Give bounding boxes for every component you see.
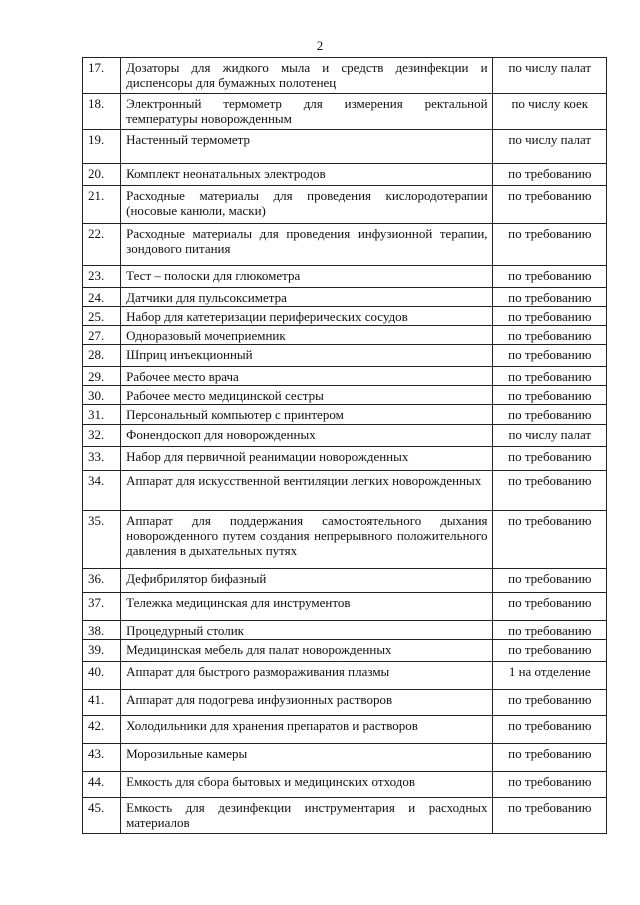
table-row (83, 716, 607, 744)
item-name: Емкость для сбора бытовых и медицинских отходов (121, 772, 492, 798)
table-row (83, 130, 607, 164)
row-number: 18. (83, 94, 121, 130)
row-number: 41. (83, 690, 121, 716)
table-row (83, 386, 607, 405)
table-row (83, 569, 607, 593)
equipment-table (82, 57, 607, 834)
item-quantity: по числу коек (492, 94, 606, 130)
row-number: 30. (83, 386, 121, 405)
row-number: 32. (83, 425, 121, 447)
item-name: Аппарат для искусственной вентиляции легких новорожденных (121, 471, 492, 511)
table-row (83, 186, 607, 224)
item-name: Емкость для дезинфекции инструментария и расходных материалов (121, 798, 492, 834)
table-row (83, 511, 607, 569)
row-number: 31. (83, 405, 121, 425)
row-number: 38. (83, 621, 121, 640)
equipment-table-body (83, 58, 607, 834)
table-row (83, 621, 607, 640)
item-quantity: по требованию (492, 471, 606, 511)
table-row (83, 345, 607, 367)
item-quantity: по требованию (492, 367, 606, 386)
table-row (83, 447, 607, 471)
row-number: 23. (83, 266, 121, 288)
item-quantity: по требованию (492, 326, 606, 345)
item-name: Аппарат для поддержания самостоятельного дыхания новорожденного путем создания непрерывного положительного давления в дыхательных путях (121, 511, 492, 569)
table-row (83, 367, 607, 386)
row-number: 39. (83, 640, 121, 662)
item-name: Морозильные камеры (121, 744, 492, 772)
table-row (83, 798, 607, 834)
item-name: Медицинская мебель для палат новорожденных (121, 640, 492, 662)
table-row (83, 405, 607, 425)
item-name: Тест – полоски для глюкометра (121, 266, 492, 288)
item-quantity: по требованию (492, 640, 606, 662)
table-row (83, 326, 607, 345)
item-quantity: по числу палат (492, 58, 606, 94)
page-number: 2 (316, 38, 324, 53)
table-row (83, 94, 607, 130)
row-number: 25. (83, 307, 121, 326)
item-name: Аппарат для подогрева инфузионных растворов (121, 690, 492, 716)
row-number: 28. (83, 345, 121, 367)
item-quantity: по числу палат (492, 425, 606, 447)
row-number: 37. (83, 593, 121, 621)
row-number: 21. (83, 186, 121, 224)
item-name: Одноразовый мочеприемник (121, 326, 492, 345)
item-name: Процедурный столик (121, 621, 492, 640)
item-quantity: по требованию (492, 511, 606, 569)
item-name: Набор для катетеризации периферических сосудов (121, 307, 492, 326)
item-name: Дозаторы для жидкого мыла и средств дезинфекции и диспенсоры для бумажных полотенец (121, 58, 492, 94)
item-name: Датчики для пульсоксиметра (121, 288, 492, 307)
table-row (83, 640, 607, 662)
table-row (83, 164, 607, 186)
item-name: Аппарат для быстрого размораживания плазмы (121, 662, 492, 690)
table-row (83, 58, 607, 94)
item-quantity: по требованию (492, 345, 606, 367)
item-quantity: по числу палат (492, 130, 606, 164)
table-row (83, 288, 607, 307)
row-number: 22. (83, 224, 121, 266)
row-number: 17. (83, 58, 121, 94)
item-quantity: по требованию (492, 164, 606, 186)
row-number: 20. (83, 164, 121, 186)
table-row (83, 772, 607, 798)
item-name: Набор для первичной реанимации новорожденных (121, 447, 492, 471)
item-quantity: по требованию (492, 716, 606, 744)
table-row (83, 744, 607, 772)
item-name: Настенный термометр (121, 130, 492, 164)
row-number: 19. (83, 130, 121, 164)
row-number: 24. (83, 288, 121, 307)
item-quantity: по требованию (492, 772, 606, 798)
item-name: Холодильники для хранения препаратов и растворов (121, 716, 492, 744)
item-name: Рабочее место медицинской сестры (121, 386, 492, 405)
item-quantity: по требованию (492, 186, 606, 224)
row-number: 42. (83, 716, 121, 744)
item-name: Расходные материалы для проведения кислородотерапии (носовые канюли, маски) (121, 186, 492, 224)
item-quantity: по требованию (492, 621, 606, 640)
table-row (83, 593, 607, 621)
row-number: 43. (83, 744, 121, 772)
table-row (83, 266, 607, 288)
row-number: 45. (83, 798, 121, 834)
item-quantity: по требованию (492, 447, 606, 471)
row-number: 36. (83, 569, 121, 593)
item-quantity: по требованию (492, 288, 606, 307)
item-name: Персональный компьютер с принтером (121, 405, 492, 425)
item-name: Тележка медицинская для инструментов (121, 593, 492, 621)
item-name: Расходные материалы для проведения инфузионной терапии, зондового питания (121, 224, 492, 266)
row-number: 44. (83, 772, 121, 798)
item-quantity: по требованию (492, 224, 606, 266)
table-row (83, 690, 607, 716)
row-number: 27. (83, 326, 121, 345)
row-number: 33. (83, 447, 121, 471)
item-quantity: по требованию (492, 386, 606, 405)
row-number: 35. (83, 511, 121, 569)
item-quantity: по требованию (492, 593, 606, 621)
item-name: Рабочее место врача (121, 367, 492, 386)
item-quantity: по требованию (492, 690, 606, 716)
item-quantity: по требованию (492, 744, 606, 772)
row-number: 29. (83, 367, 121, 386)
item-name: Комплект неонатальных электродов (121, 164, 492, 186)
item-quantity: по требованию (492, 405, 606, 425)
table-row (83, 662, 607, 690)
item-quantity: по требованию (492, 266, 606, 288)
item-quantity: по требованию (492, 307, 606, 326)
item-quantity: по требованию (492, 798, 606, 834)
item-name: Электронный термометр для измерения ректальной температуры новорожденным (121, 94, 492, 130)
item-quantity: 1 на отделение (492, 662, 606, 690)
item-quantity: по требованию (492, 569, 606, 593)
item-name: Шприц инъекционный (121, 345, 492, 367)
table-row (83, 224, 607, 266)
table-row (83, 425, 607, 447)
row-number: 34. (83, 471, 121, 511)
table-row (83, 307, 607, 326)
item-name: Фонендоскоп для новорожденных (121, 425, 492, 447)
item-name: Дефибрилятор бифазный (121, 569, 492, 593)
row-number: 40. (83, 662, 121, 690)
table-row (83, 471, 607, 511)
